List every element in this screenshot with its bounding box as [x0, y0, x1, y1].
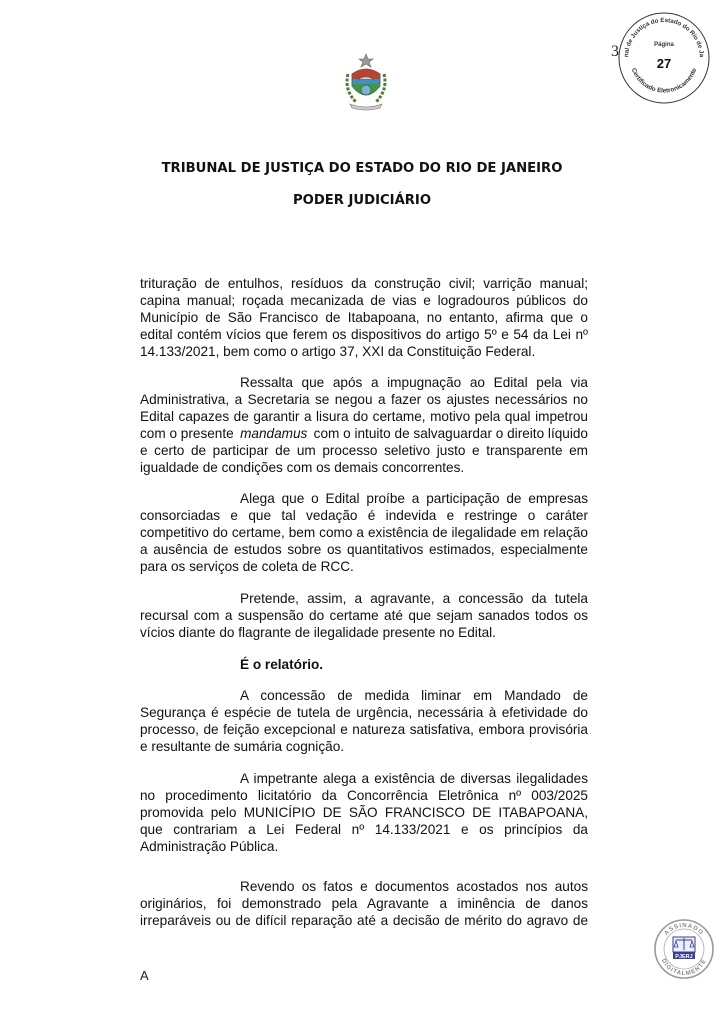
report-heading: É o relatório. — [240, 657, 324, 672]
body-line: Pretende, assim, a agravante, a concessão da tutela — [240, 591, 588, 606]
body-line: vícios diante do flagrante de ilegalidade presente no Edital. — [140, 625, 496, 640]
body-line: A concessão de medida liminar em Mandado de — [240, 688, 588, 703]
body-line: competitivo do certame, bem como a existência de ilegalidade em relação — [140, 525, 588, 540]
body-line: Ressalta que após a impugnação ao Edital pela via — [240, 375, 588, 390]
stamp-ring-bottom-text: Certificado Eletronicamente — [629, 67, 699, 95]
body-line: Administrativa, a Secretaria se negou a fazer os ajustes necessários no — [140, 392, 588, 407]
scales-of-justice-icon — [653, 918, 715, 980]
body-line: Edital capazes de garantir a lisura do certame, motivo pela qual impetrou — [140, 409, 588, 424]
body-line: Administração Pública. — [140, 839, 279, 854]
body-line: Revendo os fatos e documentos acostados nos autos — [240, 879, 588, 894]
body-line: 14.133/2021, bem como o artigo 37, XXI da Constituição Federal. — [140, 344, 536, 359]
body-text: com o presente — [140, 426, 234, 441]
body-line: capina manual; roçada mecanizada de vias e logradouros públicos do — [140, 293, 588, 308]
stamp-ring-top-text: nal de Justiça do Estado do Rio de Ja — [622, 16, 706, 58]
body-line: a ausência de estudos sobre os quantitativos estimados, especialmente — [140, 542, 588, 557]
stamp-page-number: 27 — [656, 56, 672, 71]
body-line: Município de São Francisco de Itabapoana, no entanto, afirma que o — [140, 310, 588, 325]
body-line: originários, foi demonstrado pela Agravante a iminência de danos — [140, 896, 588, 911]
svg-text:Tribunal de Justiça do Estado — [614, 8, 705, 58]
body-line: promovida pelo MUNICÍPIO DE SÃO FRANCISCO DE ITABAPOANA, — [140, 805, 588, 820]
certification-stamp — [614, 8, 714, 108]
coat-of-arms-icon — [338, 52, 394, 112]
seal-top-text: ASSINADO — [663, 922, 705, 937]
handwritten-number: 3 — [611, 43, 619, 60]
body-line: irreparáveis ou de difícil reparação até a decisão de mérito do agravo de — [140, 913, 588, 928]
body-line: no procedimento licitatório da Concorrência Eletrônica nº 003/2025 — [140, 788, 588, 803]
branch-heading: PODER JUDICIÁRIO — [292, 193, 432, 208]
body-line: e resultante de sumária cognição. — [140, 739, 345, 754]
body-line-with-italic — [140, 425, 588, 442]
seal-logo-text: PJERJ — [675, 954, 693, 960]
seal-bottom-text: DIGITALMENTE — [659, 958, 709, 978]
body-line: A impetrante alega a existência de diversas ilegalidades — [240, 771, 588, 786]
body-line: recursal com a suspensão do certame até que sejam sanados todos os — [140, 608, 588, 623]
body-line: consorciadas e que tal vedação é indevida e restringe o caráter — [140, 508, 588, 523]
court-name-heading: TRIBUNAL DE JUSTIÇA DO ESTADO DO RIO DE JANEIRO — [161, 161, 563, 176]
body-line: para os serviços de coleta de RCC. — [140, 559, 354, 574]
body-line: processo, de feição excepcional e natureza satisfativa, embora provisória — [140, 722, 588, 737]
footer-initial: A — [140, 968, 149, 983]
stamp-circle-icon — [614, 8, 714, 108]
body-text: com o intuito de salvaguardar o direito líquido — [313, 426, 588, 441]
body-line: que contrariam a Lei Federal nº 14.133/2021 e os princípios da — [140, 822, 588, 837]
body-line: edital contém vícios que ferem os dispositivos do artigo 5º e 54 da Lei nº — [140, 327, 588, 342]
body-line: igualdade de condições com os demais concorrentes. — [140, 460, 465, 475]
body-line: Segurança é espécie de tutela de urgência, necessária à efetividade do — [140, 705, 588, 720]
italic-term: mandamus — [240, 426, 308, 441]
body-line: trituração de entulhos, resíduos da construção civil; varrição manual; — [140, 276, 588, 291]
body-line: Alega que o Edital proíbe a participação de empresas — [240, 491, 588, 506]
body-line: e certo de participar de um processo seletivo justo e transparente em — [140, 443, 588, 458]
digital-signature-seal — [653, 918, 715, 980]
stamp-page-label: Página — [654, 42, 674, 48]
